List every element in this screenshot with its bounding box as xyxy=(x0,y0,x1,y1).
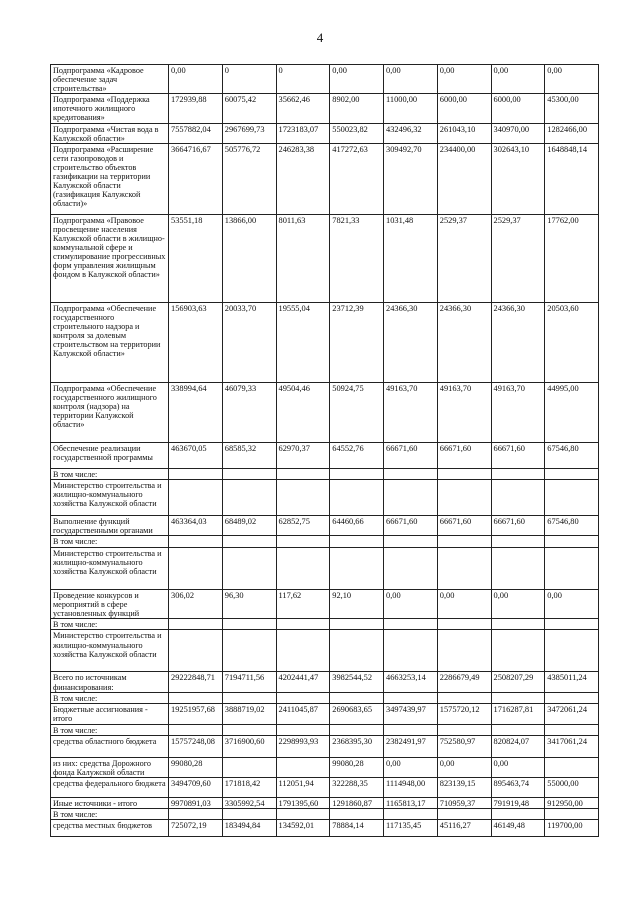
row-value xyxy=(437,479,491,515)
row-value: 7821,33 xyxy=(330,214,384,302)
row-value: 99080,28 xyxy=(169,757,223,777)
row-value: 550023,82 xyxy=(330,123,384,143)
table-row xyxy=(51,630,599,672)
row-value: 0,00 xyxy=(384,65,438,94)
row-value: 234400,00 xyxy=(437,143,491,214)
row-value: 49504,46 xyxy=(276,382,330,442)
row-value: 46149,48 xyxy=(491,820,545,837)
row-value xyxy=(169,619,223,630)
row-value: 261043,10 xyxy=(437,123,491,143)
row-value xyxy=(545,757,599,777)
row-label: Подпрограмма «Поддержка ипотечного жилищного кредитования» xyxy=(51,94,169,123)
row-value: 0,00 xyxy=(384,590,438,619)
row-value xyxy=(437,536,491,548)
row-value: 7194711,56 xyxy=(222,672,276,692)
row-value: 67546,80 xyxy=(545,442,599,468)
row-value xyxy=(491,468,545,479)
row-value: 725072,19 xyxy=(169,820,223,837)
row-value xyxy=(545,468,599,479)
table-row xyxy=(51,797,599,808)
row-value xyxy=(222,619,276,630)
row-label: средства областного бюджета xyxy=(51,735,169,757)
row-value: 50924,75 xyxy=(330,382,384,442)
row-value: 3494709,60 xyxy=(169,777,223,797)
row-value: 340970,00 xyxy=(491,123,545,143)
row-value: 66671,60 xyxy=(491,442,545,468)
row-value xyxy=(169,468,223,479)
row-value xyxy=(437,619,491,630)
row-value xyxy=(330,619,384,630)
table-row xyxy=(51,619,599,630)
row-value: 3982544,52 xyxy=(330,672,384,692)
row-value xyxy=(222,724,276,735)
row-value: 820824,07 xyxy=(491,735,545,757)
table-row xyxy=(51,65,599,94)
row-label: Всего по источникам финансирования: xyxy=(51,672,169,692)
row-label: Проведение конкурсов и мероприятий в сфере установленных функций xyxy=(51,590,169,619)
row-label: В том числе: xyxy=(51,809,169,820)
row-value: 0,00 xyxy=(330,65,384,94)
row-value: 1723183,07 xyxy=(276,123,330,143)
row-value xyxy=(330,479,384,515)
row-value: 49163,70 xyxy=(437,382,491,442)
row-value xyxy=(491,479,545,515)
row-value xyxy=(276,619,330,630)
row-value xyxy=(491,536,545,548)
row-value: 4202441,47 xyxy=(276,672,330,692)
row-value: 895463,74 xyxy=(491,777,545,797)
row-value: 66671,60 xyxy=(437,515,491,535)
row-value: 912950,00 xyxy=(545,797,599,808)
row-value: 64552,76 xyxy=(330,442,384,468)
row-value: 752580,97 xyxy=(437,735,491,757)
row-value: 2368395,30 xyxy=(330,735,384,757)
row-value: 791919,48 xyxy=(491,797,545,808)
row-value: 23712,39 xyxy=(330,302,384,382)
row-label: средства местных бюджетов xyxy=(51,820,169,837)
row-value: 0 xyxy=(222,65,276,94)
row-value: 3888719,02 xyxy=(222,703,276,724)
row-value xyxy=(169,724,223,735)
row-label: Бюджетные ассигнования - итого xyxy=(51,703,169,724)
row-value xyxy=(545,479,599,515)
row-value xyxy=(545,724,599,735)
row-value: 309492,70 xyxy=(384,143,438,214)
row-value: 53551,18 xyxy=(169,214,223,302)
table-row xyxy=(51,548,599,590)
row-value: 1165813,17 xyxy=(384,797,438,808)
row-value: 3716900,60 xyxy=(222,735,276,757)
row-label: Подпрограмма «Правовое просвещение населения Калужской области в жилищно-коммунальной сфере и стимулирование прогрессивных форм управления жилищным фондом в Калужской области» xyxy=(51,214,169,302)
table-row xyxy=(51,468,599,479)
table-row xyxy=(51,123,599,143)
row-value: 60075,42 xyxy=(222,94,276,123)
row-label: В том числе: xyxy=(51,536,169,548)
row-value: 2286679,49 xyxy=(437,672,491,692)
row-value: 0,00 xyxy=(545,590,599,619)
row-value: 49163,70 xyxy=(384,382,438,442)
row-value xyxy=(276,809,330,820)
row-value: 505776,72 xyxy=(222,143,276,214)
row-value: 24366,30 xyxy=(437,302,491,382)
row-value: 8902,00 xyxy=(330,94,384,123)
row-value xyxy=(491,809,545,820)
row-value: 2411045,87 xyxy=(276,703,330,724)
row-label: В том числе: xyxy=(51,724,169,735)
row-value xyxy=(330,692,384,703)
table-row xyxy=(51,820,599,837)
row-label: В том числе: xyxy=(51,619,169,630)
row-value: 19251957,68 xyxy=(169,703,223,724)
row-value: 66671,60 xyxy=(384,442,438,468)
table-row xyxy=(51,515,599,535)
row-value: 24366,30 xyxy=(384,302,438,382)
row-value: 67546,80 xyxy=(545,515,599,535)
row-value: 338994,64 xyxy=(169,382,223,442)
row-label: из них: средства Дорожного фонда Калужской области xyxy=(51,757,169,777)
row-value: 64460,66 xyxy=(330,515,384,535)
row-value: 0,00 xyxy=(437,65,491,94)
row-value xyxy=(437,809,491,820)
row-value: 4663253,14 xyxy=(384,672,438,692)
row-value: 6000,00 xyxy=(491,94,545,123)
row-value: 417272,63 xyxy=(330,143,384,214)
row-value: 3472061,24 xyxy=(545,703,599,724)
row-value: 3305992,54 xyxy=(222,797,276,808)
row-value xyxy=(491,724,545,735)
row-value: 134592,01 xyxy=(276,820,330,837)
row-value: 246283,38 xyxy=(276,143,330,214)
row-value xyxy=(545,619,599,630)
row-value: 68585,32 xyxy=(222,442,276,468)
row-value: 2382491,97 xyxy=(384,735,438,757)
row-value: 2690683,65 xyxy=(330,703,384,724)
row-value: 3497439,97 xyxy=(384,703,438,724)
row-value: 2529,37 xyxy=(491,214,545,302)
row-value xyxy=(169,692,223,703)
row-value xyxy=(330,630,384,672)
row-value xyxy=(330,809,384,820)
table-row xyxy=(51,442,599,468)
row-value xyxy=(545,548,599,590)
row-label: Министерство строительства и жилищно-коммунального хозяйства Калужской области xyxy=(51,479,169,515)
row-value: 66671,60 xyxy=(491,515,545,535)
row-value: 6000,00 xyxy=(437,94,491,123)
table-row xyxy=(51,703,599,724)
row-value: 112051,94 xyxy=(276,777,330,797)
row-value: 0 xyxy=(276,65,330,94)
row-value xyxy=(437,468,491,479)
row-value: 1648848,14 xyxy=(545,143,599,214)
row-value: 823139,15 xyxy=(437,777,491,797)
row-value xyxy=(491,692,545,703)
row-value: 0,00 xyxy=(491,65,545,94)
row-value: 46079,33 xyxy=(222,382,276,442)
row-value xyxy=(169,809,223,820)
table-row xyxy=(51,214,599,302)
row-value xyxy=(169,479,223,515)
budget-table xyxy=(50,64,599,837)
row-value xyxy=(276,479,330,515)
row-value: 1791395,60 xyxy=(276,797,330,808)
row-value xyxy=(222,479,276,515)
row-value: 3664716,67 xyxy=(169,143,223,214)
row-value: 96,30 xyxy=(222,590,276,619)
row-value: 1282466,00 xyxy=(545,123,599,143)
row-value: 66671,60 xyxy=(437,442,491,468)
row-value xyxy=(384,724,438,735)
row-value xyxy=(437,630,491,672)
row-label: Подпрограмма «Чистая вода в Калужской области» xyxy=(51,123,169,143)
row-value xyxy=(384,692,438,703)
row-value xyxy=(437,692,491,703)
row-value: 1716287,81 xyxy=(491,703,545,724)
row-value xyxy=(169,630,223,672)
row-value xyxy=(545,630,599,672)
row-value xyxy=(545,809,599,820)
row-value: 11000,00 xyxy=(384,94,438,123)
row-value xyxy=(330,536,384,548)
row-value: 29222848,71 xyxy=(169,672,223,692)
table-row xyxy=(51,777,599,797)
row-value xyxy=(491,630,545,672)
table-row xyxy=(51,757,599,777)
row-value: 0,00 xyxy=(169,65,223,94)
row-value: 183494,84 xyxy=(222,820,276,837)
row-value xyxy=(437,548,491,590)
row-value: 4385011,24 xyxy=(545,672,599,692)
row-value: 432496,32 xyxy=(384,123,438,143)
row-value xyxy=(222,536,276,548)
row-value: 0,00 xyxy=(545,65,599,94)
table-row xyxy=(51,94,599,123)
row-value xyxy=(330,724,384,735)
row-value: 2298993,93 xyxy=(276,735,330,757)
row-label: В том числе: xyxy=(51,692,169,703)
row-value: 15757248,08 xyxy=(169,735,223,757)
row-value: 156903,63 xyxy=(169,302,223,382)
row-value xyxy=(437,724,491,735)
row-value: 306,02 xyxy=(169,590,223,619)
row-value xyxy=(384,619,438,630)
row-value: 2967699,73 xyxy=(222,123,276,143)
row-value: 1114948,00 xyxy=(384,777,438,797)
row-value: 463364,03 xyxy=(169,515,223,535)
row-value: 20503,60 xyxy=(545,302,599,382)
row-value: 171818,42 xyxy=(222,777,276,797)
row-value xyxy=(384,479,438,515)
row-value xyxy=(330,548,384,590)
table-row xyxy=(51,692,599,703)
row-value: 68489,02 xyxy=(222,515,276,535)
table-row xyxy=(51,590,599,619)
row-value: 19555,04 xyxy=(276,302,330,382)
table-row xyxy=(51,809,599,820)
row-value: 117135,45 xyxy=(384,820,438,837)
row-value: 44995,00 xyxy=(545,382,599,442)
row-value: 710959,37 xyxy=(437,797,491,808)
row-label: Министерство строительства и жилищно-коммунального хозяйства Калужской области xyxy=(51,630,169,672)
table-row xyxy=(51,735,599,757)
row-value xyxy=(384,468,438,479)
row-value xyxy=(276,536,330,548)
row-value xyxy=(276,468,330,479)
row-value: 322288,35 xyxy=(330,777,384,797)
row-label: Обеспечение реализации государственной программы xyxy=(51,442,169,468)
row-value: 117,62 xyxy=(276,590,330,619)
row-value xyxy=(222,548,276,590)
row-label: Подпрограмма «Обеспечение государственного жилищного контроля (надзора) на территории Калужской области» xyxy=(51,382,169,442)
row-value xyxy=(545,692,599,703)
row-value: 99080,28 xyxy=(330,757,384,777)
table-row xyxy=(51,479,599,515)
row-value: 2529,37 xyxy=(437,214,491,302)
row-value: 66671,60 xyxy=(384,515,438,535)
table-row xyxy=(51,143,599,214)
table-row xyxy=(51,724,599,735)
row-value xyxy=(222,630,276,672)
table-row xyxy=(51,302,599,382)
table-row xyxy=(51,536,599,548)
row-label: В том числе: xyxy=(51,468,169,479)
row-value xyxy=(169,536,223,548)
row-value: 119700,00 xyxy=(545,820,599,837)
row-value xyxy=(169,548,223,590)
row-value xyxy=(384,630,438,672)
row-value: 45300,00 xyxy=(545,94,599,123)
row-label: Иные источники - итого xyxy=(51,797,169,808)
row-value: 49163,70 xyxy=(491,382,545,442)
row-value: 45116,27 xyxy=(437,820,491,837)
row-value: 62970,37 xyxy=(276,442,330,468)
row-value xyxy=(545,536,599,548)
row-value: 0,00 xyxy=(437,757,491,777)
row-value: 1291860,87 xyxy=(330,797,384,808)
row-value: 2508207,29 xyxy=(491,672,545,692)
row-value: 55000,00 xyxy=(545,777,599,797)
row-value: 7557882,04 xyxy=(169,123,223,143)
row-value: 24366,30 xyxy=(491,302,545,382)
row-value xyxy=(222,468,276,479)
row-value: 3417061,24 xyxy=(545,735,599,757)
row-value: 78884,14 xyxy=(330,820,384,837)
row-value: 92,10 xyxy=(330,590,384,619)
table-row xyxy=(51,382,599,442)
row-value: 0,00 xyxy=(491,757,545,777)
row-value: 302643,10 xyxy=(491,143,545,214)
table-row xyxy=(51,672,599,692)
row-value: 20033,70 xyxy=(222,302,276,382)
row-value xyxy=(384,809,438,820)
row-value xyxy=(276,724,330,735)
row-value xyxy=(491,548,545,590)
page-number: 4 xyxy=(316,30,324,45)
row-value: 0,00 xyxy=(491,590,545,619)
row-value: 0,00 xyxy=(384,757,438,777)
row-label: средства федерального бюджета xyxy=(51,777,169,797)
row-value: 13866,00 xyxy=(222,214,276,302)
row-value: 17762,00 xyxy=(545,214,599,302)
row-label: Подпрограмма «Кадровое обеспечение задач строительства» xyxy=(51,65,169,94)
row-label: Подпрограмма «Расширение сети газопроводов и строительство объектов газификации на территории Калужской области (газификация Калужской области)» xyxy=(51,143,169,214)
row-value: 0,00 xyxy=(437,590,491,619)
row-label: Подпрограмма «Обеспечение государственного строительного надзора и контроля за долевым строительством на территории Калужской области» xyxy=(51,302,169,382)
row-value xyxy=(384,548,438,590)
row-value xyxy=(330,468,384,479)
row-value xyxy=(384,536,438,548)
row-value xyxy=(276,630,330,672)
row-value: 35662,46 xyxy=(276,94,330,123)
row-value xyxy=(276,757,330,777)
table-body xyxy=(51,65,599,837)
row-label: Выполнение функций государственными органами xyxy=(51,515,169,535)
row-value xyxy=(276,692,330,703)
row-value xyxy=(222,692,276,703)
row-value xyxy=(276,548,330,590)
row-value: 8011,63 xyxy=(276,214,330,302)
row-label: Министерство строительства и жилищно-коммунального хозяйства Калужской области xyxy=(51,548,169,590)
row-value: 1031,48 xyxy=(384,214,438,302)
row-value: 9970891,03 xyxy=(169,797,223,808)
row-value: 172939,88 xyxy=(169,94,223,123)
row-value: 463670,05 xyxy=(169,442,223,468)
row-value: 1575720,12 xyxy=(437,703,491,724)
row-value: 62852,75 xyxy=(276,515,330,535)
row-value xyxy=(222,757,276,777)
row-value xyxy=(491,619,545,630)
row-value xyxy=(222,809,276,820)
